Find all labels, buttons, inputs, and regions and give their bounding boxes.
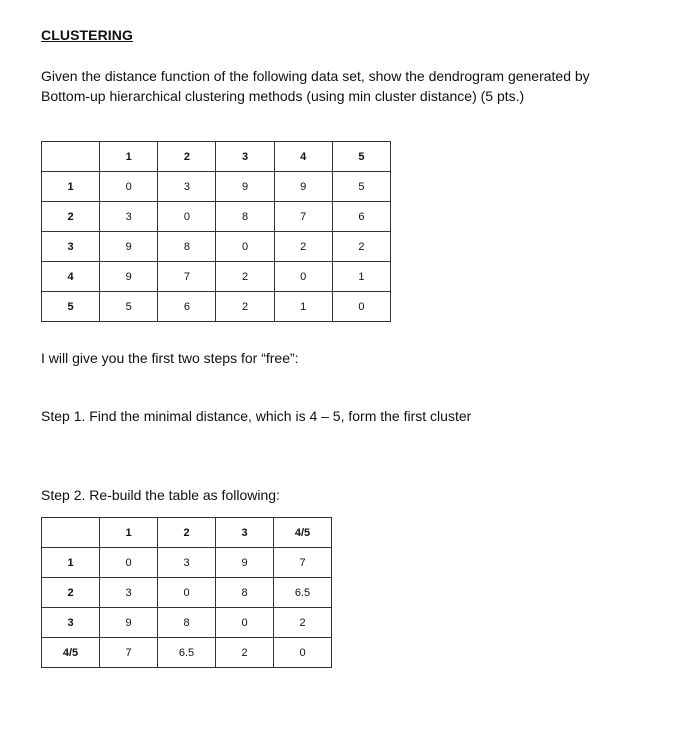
table-cell: 3 xyxy=(158,172,216,202)
header-cell xyxy=(42,518,100,548)
table-cell: 3 xyxy=(100,578,158,608)
page-title: CLUSTERING xyxy=(41,27,133,43)
table-cell: 5 xyxy=(100,292,158,322)
table-cell: 9 xyxy=(216,172,274,202)
header-cell: 5 xyxy=(332,142,390,172)
header-cell: 3 xyxy=(216,142,274,172)
table-header-row xyxy=(42,142,391,172)
table-cell: 8 xyxy=(158,608,216,638)
table-cell: 2 xyxy=(216,292,274,322)
table-cell: 0 xyxy=(216,232,274,262)
row-label: 4/5 xyxy=(42,638,100,668)
table-cell: 7 xyxy=(158,262,216,292)
table-cell: 2 xyxy=(216,262,274,292)
row-label: 3 xyxy=(42,232,100,262)
distance-table xyxy=(41,141,391,322)
intro-text xyxy=(41,66,590,106)
table-cell: 0 xyxy=(274,262,332,292)
row-label: 2 xyxy=(42,202,100,232)
table-cell: 0 xyxy=(274,638,332,668)
table-cell: 1 xyxy=(332,262,390,292)
row-label: 5 xyxy=(42,292,100,322)
table-cell: 8 xyxy=(158,232,216,262)
table-cell: 0 xyxy=(332,292,390,322)
table-cell: 9 xyxy=(100,608,158,638)
table-cell: 1 xyxy=(274,292,332,322)
table-cell: 6 xyxy=(332,202,390,232)
table-cell: 6.5 xyxy=(274,578,332,608)
row-label: 4 xyxy=(42,262,100,292)
step-1-text: Step 1. Find the minimal distance, which is 4 – 5, form the first cluster xyxy=(41,408,472,424)
table-cell: 9 xyxy=(274,172,332,202)
table-cell: 3 xyxy=(100,202,158,232)
table-row xyxy=(42,608,332,638)
table-cell: 0 xyxy=(100,172,158,202)
table-row xyxy=(42,202,391,232)
header-cell: 2 xyxy=(158,142,216,172)
table-cell: 2 xyxy=(274,608,332,638)
table-cell: 0 xyxy=(100,548,158,578)
table-row xyxy=(42,548,332,578)
table-cell: 7 xyxy=(274,202,332,232)
table-cell: 0 xyxy=(158,202,216,232)
row-label: 3 xyxy=(42,608,100,638)
header-cell: 4 xyxy=(274,142,332,172)
free-steps-note: I will give you the first two steps for “free”: xyxy=(41,350,299,366)
table-row xyxy=(42,232,391,262)
table-cell: 3 xyxy=(158,548,216,578)
table-cell: 9 xyxy=(100,262,158,292)
header-cell: 1 xyxy=(100,518,158,548)
table-cell: 6 xyxy=(158,292,216,322)
table-cell: 5 xyxy=(332,172,390,202)
table-cell: 2 xyxy=(274,232,332,262)
header-cell: 4/5 xyxy=(274,518,332,548)
table-row xyxy=(42,578,332,608)
table-cell: 8 xyxy=(216,202,274,232)
table-header-row xyxy=(42,518,332,548)
row-label: 2 xyxy=(42,578,100,608)
table-cell: 2 xyxy=(216,638,274,668)
header-cell: 1 xyxy=(100,142,158,172)
table-row xyxy=(42,172,391,202)
step-2-text: Step 2. Re-build the table as following: xyxy=(41,487,280,503)
header-cell xyxy=(42,142,100,172)
header-cell: 3 xyxy=(216,518,274,548)
table-cell: 6.5 xyxy=(158,638,216,668)
table-cell: 0 xyxy=(158,578,216,608)
table-cell: 9 xyxy=(216,548,274,578)
table-cell: 9 xyxy=(100,232,158,262)
row-label: 1 xyxy=(42,172,100,202)
table-cell: 0 xyxy=(216,608,274,638)
table-cell: 7 xyxy=(100,638,158,668)
rebuilt-distance-table xyxy=(41,517,332,668)
row-label: 1 xyxy=(42,548,100,578)
table-cell: 7 xyxy=(274,548,332,578)
table-cell: 8 xyxy=(216,578,274,608)
table-row xyxy=(42,262,391,292)
header-cell: 2 xyxy=(158,518,216,548)
table-row xyxy=(42,292,391,322)
table-row xyxy=(42,638,332,668)
intro-line-1: Given the distance function of the following data set, show the dendrogram generated by xyxy=(41,68,590,84)
intro-line-2: Bottom-up hierarchical clustering methods (using min cluster distance) (5 pts.) xyxy=(41,88,525,104)
table-cell: 2 xyxy=(332,232,390,262)
